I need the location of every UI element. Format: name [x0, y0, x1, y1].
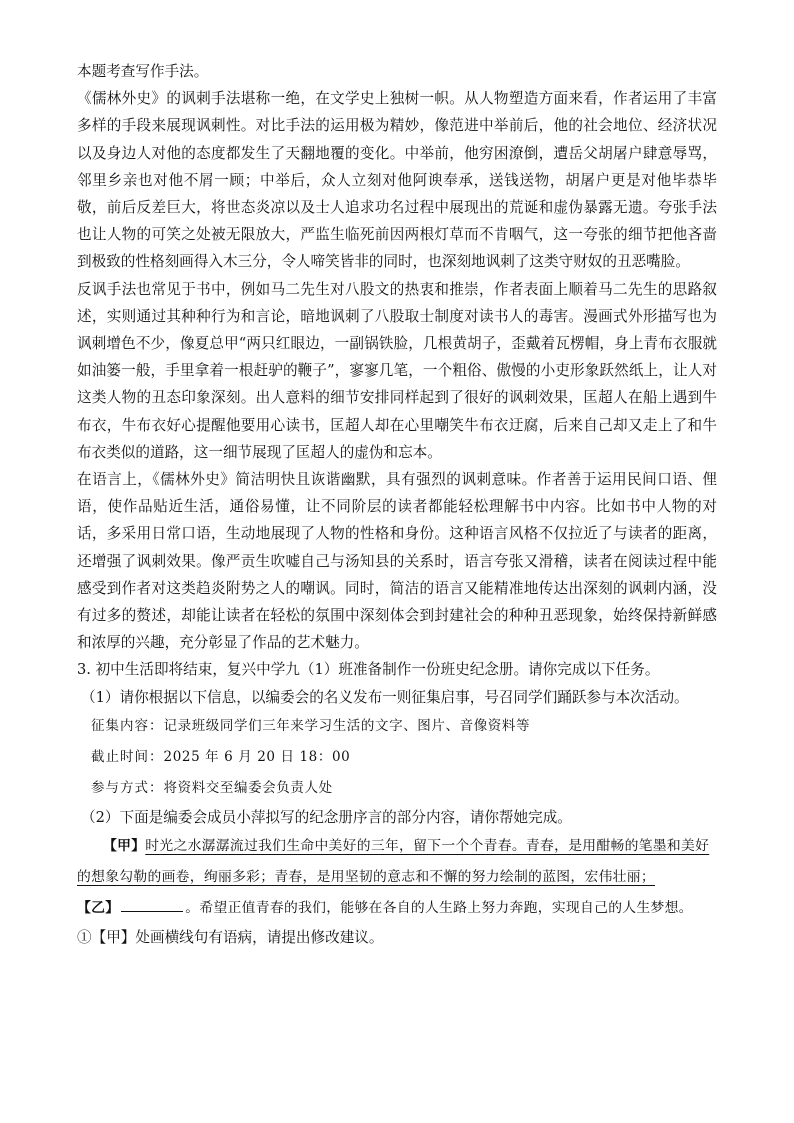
analysis-language-paragraph: 在语言上，《儒林外史》简洁明快且诙谐幽默，具有强烈的讽刺意味。作者善于运用民间口语、俚语，使作品贴近生活，通俗易懂，让不同阶层的读者都能轻松理解书中内容。比如书中人物的对话，多采用日常口语，生动地展现了人物的性格和身份。这种语言风格不仅拉近了与读者的距离，还增强了讽刺效果。像严贡生吹嘘自己与汤知县的关系时，语言夸张又滑稽，读者在阅读过程中能感受到作者对这类趋炎附势之人的嘲讽。同时，简洁的语言又能精准地传达出深刻的讽刺内涵，没有过多的赘述，却能让读者在轻松的氛围中深刻体会到封建社会的种种丑恶现象，始终保持新鲜感和浓厚的兴趣，充分彰显了作品的艺术魅力。: [77, 471, 717, 652]
info-content: 征集内容：记录班级同学们三年来学习生活的文字、图片、音像资料等: [91, 717, 531, 734]
answer-blank[interactable]: [121, 897, 183, 912]
preface-excerpt: [77, 831, 717, 924]
preface-paragraph: [77, 831, 717, 893]
preface-tag-a: 【甲】: [103, 838, 146, 855]
info-method: 参与方式：将资料交至编委会负责人处: [91, 779, 333, 796]
analysis-intro: 本题考查写作手法。: [77, 63, 209, 80]
question-3-stem: 3. 初中生活即将结束，复兴中学九（1）班准备制作一份班史纪念册。请你完成以下任务。: [77, 661, 660, 679]
question-3-sub1: （1）请你根据以下信息，以编委会的名义发布一则征集启事，号召同学们踊跃参与本次活动。: [81, 688, 689, 706]
info-deadline: 截止时间：2025 年 6 月 20 日 18：00: [91, 748, 351, 765]
preface-paragraph-b: [77, 893, 717, 924]
analysis-irony-paragraph: 反讽手法也常见于书中，例如马二先生对八股文的热衷和推崇，作者表面上顺着马二先生的思路叙述，实则通过其种种行为和言论，暗地讽刺了八股取士制度对读书人的毒害。漫画式外形描写也为讽刺增色不少，像夏总甲“两只红眼边，一副锅铁脸，几根黄胡子，歪戴着瓦楞帽，身上青布衣服就如油篓一般，手里拿着一根赶驴的鞭子”，寥寥几笔，一个粗俗、傲慢的小吏形象跃然纸上，让人对这类人物的丑态印象深刻。出人意料的细节安排同样起到了很好的讽刺效果，匡超人在船上遇到牛布衣，牛布衣好心提醒他要用心读书，匡超人却在心里嘲笑牛布衣迂腐，后来自己却又走上了和牛布衣类似的道路，这一细节展现了匡超人的虚伪和忘本。: [77, 280, 717, 461]
document-page: [77, 58, 717, 951]
preface-underlined-sentence: 时光之水潺潺流过我们生命中美好的三年，留下一个个青春: [145, 838, 512, 855]
preface-sentence-rest: 。青春，是用酣畅的笔墨和美好的想象勾勒的画卷，绚丽多彩；青春，是用坚韧的意志和不懈的努力绘制的蓝图，宏伟壮丽；: [77, 838, 710, 886]
question-3-sub2: （2）下面是编委会成员小萍拟写的纪念册序言的部分内容，请你帮她完成。: [81, 808, 572, 826]
collection-info-block: [77, 711, 717, 804]
question-3-item1: ①【甲】处画横线句有语病，请提出修改建议。: [77, 929, 384, 947]
analysis-satire-paragraph: 《儒林外史》的讽刺手法堪称一绝，在文学史上独树一帜。从人物塑造方面来看，作者运用了丰富多样的手段来展现讽刺性。对比手法的运用极为精妙，像范进中举前后，他的社会地位、经济状况以及身边人对他的态度都发生了天翻地覆的变化。中举前，他穷困潦倒，遭岳父胡屠户肆意辱骂，邻里乡亲也对他不屑一顾；中举后，众人立刻对他阿谀奉承，送钱送物，胡屠户更是对他毕恭毕敬，前后反差巨大，将世态炎凉以及士人追求功名过程中展现出的荒诞和虚伪暴露无遗。夸张手法也让人物的可笑之处被无限放大，严监生临死前因两根灯草而不肯咽气，这一夸张的细节把他吝啬到极致的性格刻画得入木三分，令人啼笑皆非的同时，也深刻地讽刺了这类守财奴的丑恶嘴脸。: [77, 90, 717, 271]
preface-b-rest: 。希望正值青春的我们，能够在各自的人生路上努力奔跑，实现自己的人生梦想。: [185, 900, 693, 917]
preface-tag-b: 【乙】: [77, 900, 120, 917]
